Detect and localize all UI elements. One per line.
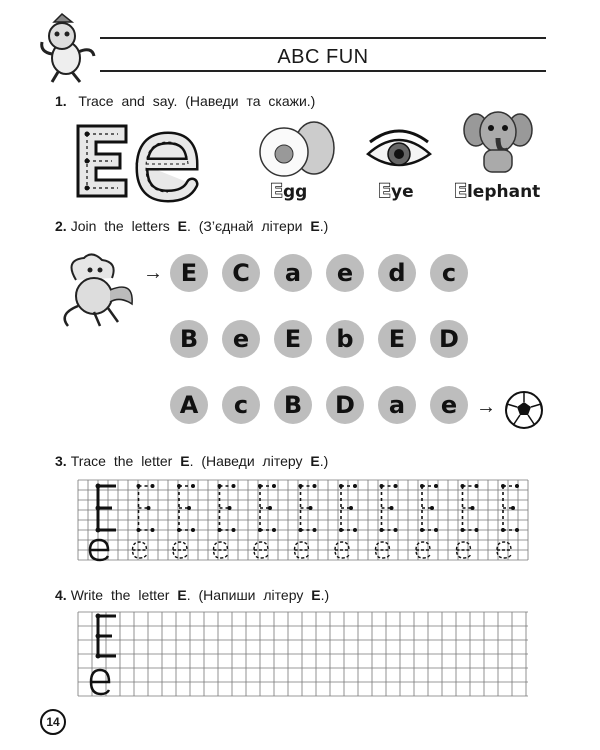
eye-icon bbox=[366, 130, 432, 174]
page-number: 14 bbox=[40, 709, 66, 735]
task-1-instruction bbox=[55, 93, 315, 109]
letter-circle[interactable]: e bbox=[326, 254, 364, 292]
header-rule-top bbox=[100, 37, 546, 39]
letter-circle[interactable]: c bbox=[222, 386, 260, 424]
write-letter-grid[interactable] bbox=[78, 612, 528, 696]
word-elephant: Elephant bbox=[454, 180, 541, 202]
letter-circle[interactable]: B bbox=[170, 320, 208, 358]
task-1-text: Trace and say. (Наведи та скажи.) bbox=[78, 93, 316, 109]
page-title: ABC FUN bbox=[277, 46, 369, 68]
header-rule-bottom bbox=[100, 70, 546, 72]
trace-letter-grid[interactable] bbox=[78, 480, 528, 562]
dragon-icon bbox=[54, 250, 138, 330]
letter-circle[interactable]: A bbox=[170, 386, 208, 424]
word-eye: Eye bbox=[378, 180, 414, 202]
egg-icon bbox=[256, 118, 336, 180]
monkey-mascot-icon bbox=[36, 12, 100, 84]
letter-e-trace-icon[interactable] bbox=[74, 122, 204, 200]
elephant-icon bbox=[464, 106, 532, 178]
letter-circle[interactable]: E bbox=[274, 320, 312, 358]
task-4-instruction: 4. Write the letter E. (Напиши літеру E.) bbox=[55, 587, 330, 603]
letter-circle[interactable]: E bbox=[378, 320, 416, 358]
letter-circle[interactable]: e bbox=[222, 320, 260, 358]
start-arrow: → bbox=[143, 262, 163, 284]
letter-circle[interactable]: D bbox=[430, 320, 468, 358]
task-3-instruction: 3. Trace the letter E. (Наведи літеру E.) bbox=[55, 453, 329, 469]
letter-circle[interactable]: C bbox=[222, 254, 260, 292]
letter-circle[interactable]: e bbox=[430, 386, 468, 424]
letter-circle[interactable]: b bbox=[326, 320, 364, 358]
letter-circle[interactable]: a bbox=[274, 254, 312, 292]
finish-arrow: → bbox=[476, 396, 496, 418]
letter-circle[interactable]: B bbox=[274, 386, 312, 424]
letter-circle[interactable]: D bbox=[326, 386, 364, 424]
letter-circle[interactable]: d bbox=[378, 254, 416, 292]
letter-circle[interactable]: c bbox=[430, 254, 468, 292]
word-egg: Egg bbox=[270, 180, 308, 202]
soccer-ball-icon bbox=[504, 390, 544, 430]
letter-circle[interactable]: E bbox=[170, 254, 208, 292]
task-2-instruction: 2. Join the letters E. (З’єднай літери E.) bbox=[55, 218, 329, 234]
task-1-number: 1. bbox=[55, 93, 67, 109]
letter-circle[interactable]: a bbox=[378, 386, 416, 424]
